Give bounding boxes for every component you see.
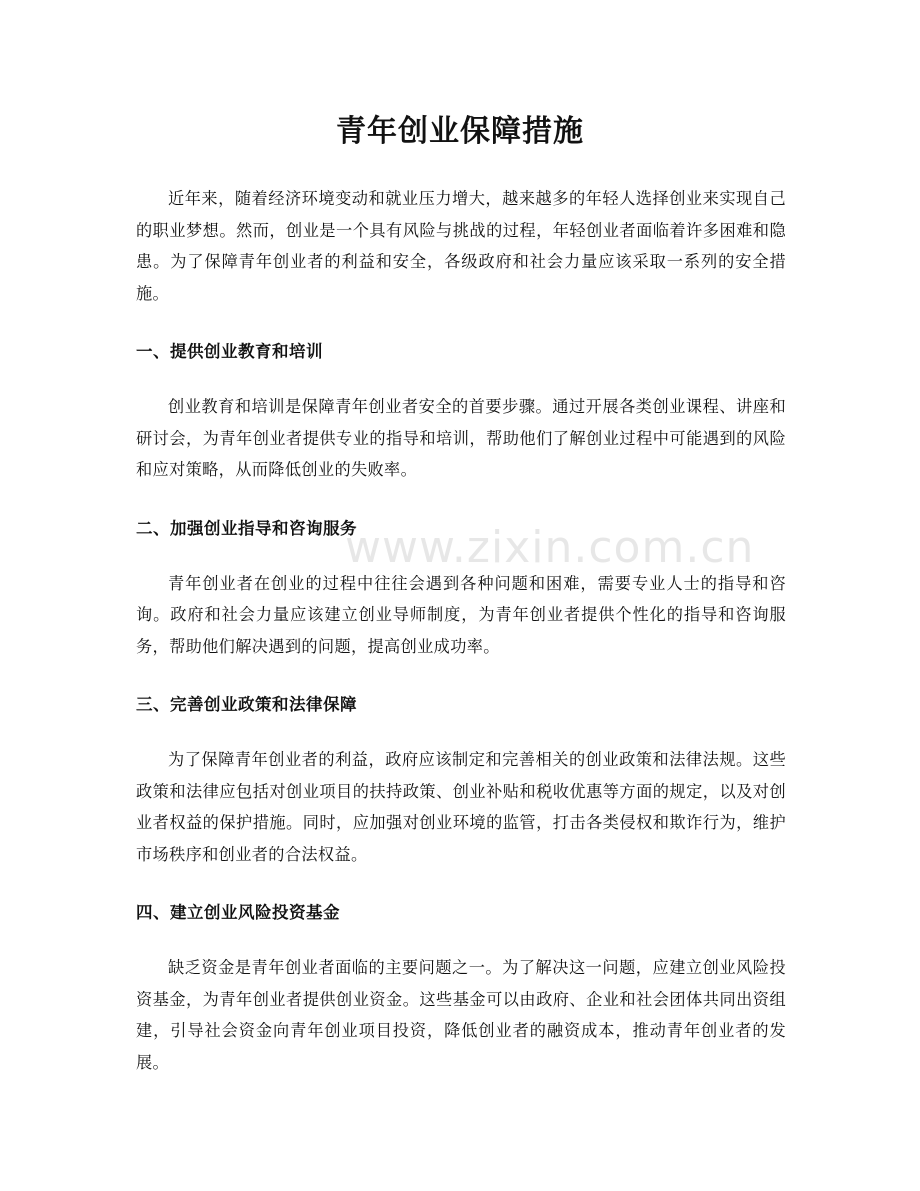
section-paragraph-3: 为了保障青年创业者的利益，政府应该制定和完善相关的创业政策和法律法规。这些政策和法律应包括对创业项目的扶持政策、创业补贴和税收优惠等方面的规定，以及对创业者权益的保护措施。同时，应加强对创业环境的监管，打击各类侵权和欺诈行为，维护市场秩序和创业者的合法权益。 <box>136 750 786 864</box>
document-body <box>136 183 786 1078</box>
section-heading-2: 二、加强创业指导和咨询服务 <box>136 518 357 538</box>
section-heading-4: 四、建立创业风险投资基金 <box>136 903 340 922</box>
section-heading-1: 一、提供创业教育和培训 <box>136 342 323 361</box>
section-heading-3: 三、完善创业政策和法律保障 <box>136 695 357 714</box>
section-paragraph-4: 缺乏资金是青年创业者面临的主要问题之一。为了解决这一问题，应建立创业风险投资基金，为青年创业者提供创业资金。这些基金可以由政府、企业和社会团体共同出资组建，引导社会资金向青年创业项目投资，降低创业者的融资成本，推动青年创业者的发展。 <box>136 958 786 1072</box>
section-paragraph-2: 青年创业者在创业的过程中往往会遇到各种问题和困难，需要专业人士的指导和咨询。政府和社会力量应该建立创业导师制度，为青年创业者提供个性化的指导和咨询服务，帮助他们解决遇到的问题，提高创业成功率。 <box>136 573 786 656</box>
document-title: 青年创业保障措施 <box>336 114 584 149</box>
section-paragraph-1: 创业教育和培训是保障青年创业者安全的首要步骤。通过开展各类创业课程、讲座和研讨会，为青年创业者提供专业的指导和培训，帮助他们了解创业过程中可能遇到的风险和应对策略，从而降低创业的失败率。 <box>136 397 786 479</box>
watermark: www.zixin.com.cn <box>345 522 755 573</box>
intro-paragraph: 近年来，随着经济环境变动和就业压力增大，越来越多的年轻人选择创业来实现自己的职业梦想。然而，创业是一个具有风险与挑战的过程，年轻创业者面临着许多困难和隐患。为了保障青年创业者的利益和安全，各级政府和社会力量应该采取一系列的安全措施。 <box>136 189 786 303</box>
